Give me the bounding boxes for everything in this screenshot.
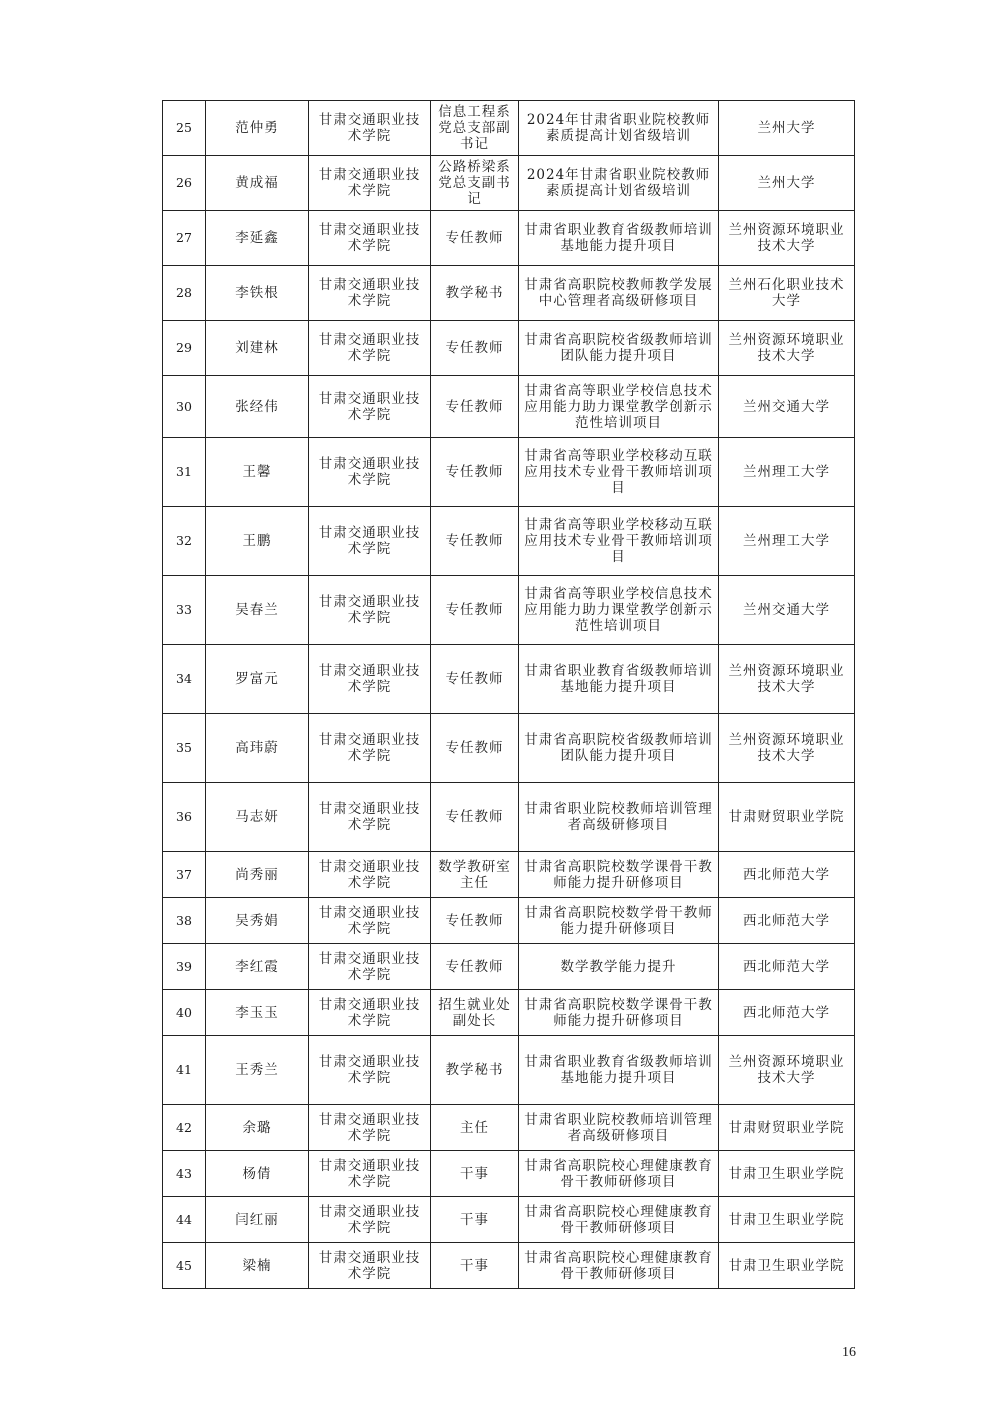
table-row — [163, 266, 855, 321]
table-row — [163, 156, 855, 211]
training-project: 2024年甘肃省职业院校教师素质提高计划省级培训 — [519, 101, 719, 156]
table-row — [163, 1036, 855, 1105]
trainee-name: 吴秀娟 — [206, 898, 309, 944]
row-number: 25 — [163, 101, 206, 156]
job-position: 专任教师 — [431, 211, 519, 266]
host-institution: 兰州理工大学 — [719, 438, 855, 507]
training-project: 甘肃省高等职业学校移动互联应用技术专业骨干教师培训项目 — [519, 507, 719, 576]
row-number: 39 — [163, 944, 206, 990]
job-position: 专任教师 — [431, 376, 519, 438]
work-unit: 甘肃交通职业技术学院 — [309, 645, 431, 714]
work-unit: 甘肃交通职业技术学院 — [309, 1151, 431, 1197]
row-number: 38 — [163, 898, 206, 944]
work-unit: 甘肃交通职业技术学院 — [309, 714, 431, 783]
table-row — [163, 1197, 855, 1243]
host-institution: 甘肃卫生职业学院 — [719, 1151, 855, 1197]
row-number: 27 — [163, 211, 206, 266]
job-position: 招生就业处副处长 — [431, 990, 519, 1036]
work-unit: 甘肃交通职业技术学院 — [309, 1243, 431, 1289]
trainee-name: 张经伟 — [206, 376, 309, 438]
job-position: 专任教师 — [431, 507, 519, 576]
trainee-name: 余璐 — [206, 1105, 309, 1151]
trainee-name: 刘建林 — [206, 321, 309, 376]
table-row — [163, 376, 855, 438]
host-institution: 西北师范大学 — [719, 898, 855, 944]
training-project: 甘肃省高等职业学校信息技术应用能力助力课堂教学创新示范性培训项目 — [519, 576, 719, 645]
job-position: 专任教师 — [431, 321, 519, 376]
table-row — [163, 211, 855, 266]
work-unit: 甘肃交通职业技术学院 — [309, 898, 431, 944]
row-number: 29 — [163, 321, 206, 376]
row-number: 37 — [163, 852, 206, 898]
row-number: 43 — [163, 1151, 206, 1197]
row-number: 32 — [163, 507, 206, 576]
training-project: 甘肃省职业教育省级教师培训基地能力提升项目 — [519, 1036, 719, 1105]
work-unit: 甘肃交通职业技术学院 — [309, 852, 431, 898]
table-row — [163, 321, 855, 376]
job-position: 教学秘书 — [431, 1036, 519, 1105]
work-unit: 甘肃交通职业技术学院 — [309, 101, 431, 156]
trainee-name: 李延鑫 — [206, 211, 309, 266]
job-position: 信息工程系党总支部副书记 — [431, 101, 519, 156]
row-number: 30 — [163, 376, 206, 438]
table-row — [163, 438, 855, 507]
job-position: 专任教师 — [431, 645, 519, 714]
trainee-name: 李铁根 — [206, 266, 309, 321]
job-position: 公路桥梁系党总支副书记 — [431, 156, 519, 211]
host-institution: 兰州资源环境职业技术大学 — [719, 321, 855, 376]
training-project: 甘肃省职业教育省级教师培训基地能力提升项目 — [519, 211, 719, 266]
table-row — [163, 1243, 855, 1289]
job-position: 专任教师 — [431, 944, 519, 990]
job-position: 干事 — [431, 1197, 519, 1243]
trainee-name: 高玮蔚 — [206, 714, 309, 783]
host-institution: 甘肃卫生职业学院 — [719, 1197, 855, 1243]
trainee-name: 李玉玉 — [206, 990, 309, 1036]
work-unit: 甘肃交通职业技术学院 — [309, 783, 431, 852]
training-project: 甘肃省职业院校教师培训管理者高级研修项目 — [519, 1105, 719, 1151]
host-institution: 西北师范大学 — [719, 852, 855, 898]
table-row — [163, 645, 855, 714]
work-unit: 甘肃交通职业技术学院 — [309, 944, 431, 990]
job-position: 专任教师 — [431, 438, 519, 507]
trainee-name: 范仲勇 — [206, 101, 309, 156]
host-institution: 兰州大学 — [719, 101, 855, 156]
trainee-name: 杨倩 — [206, 1151, 309, 1197]
host-institution: 兰州交通大学 — [719, 376, 855, 438]
trainee-name: 王鹏 — [206, 507, 309, 576]
trainee-name: 吴春兰 — [206, 576, 309, 645]
row-number: 42 — [163, 1105, 206, 1151]
page-number: 16 — [842, 1345, 856, 1360]
work-unit: 甘肃交通职业技术学院 — [309, 1105, 431, 1151]
training-project: 甘肃省职业院校教师培训管理者高级研修项目 — [519, 783, 719, 852]
host-institution: 西北师范大学 — [719, 944, 855, 990]
training-roster-table — [162, 100, 855, 1289]
work-unit: 甘肃交通职业技术学院 — [309, 576, 431, 645]
training-project: 2024年甘肃省职业院校教师素质提高计划省级培训 — [519, 156, 719, 211]
work-unit: 甘肃交通职业技术学院 — [309, 1036, 431, 1105]
row-number: 41 — [163, 1036, 206, 1105]
host-institution: 甘肃财贸职业学院 — [719, 1105, 855, 1151]
work-unit: 甘肃交通职业技术学院 — [309, 156, 431, 211]
work-unit: 甘肃交通职业技术学院 — [309, 211, 431, 266]
table-row — [163, 852, 855, 898]
training-project: 甘肃省高等职业学校移动互联应用技术专业骨干教师培训项目 — [519, 438, 719, 507]
host-institution: 兰州理工大学 — [719, 507, 855, 576]
training-project: 甘肃省职业教育省级教师培训基地能力提升项目 — [519, 645, 719, 714]
training-project: 甘肃省高职院校教师教学发展中心管理者高级研修项目 — [519, 266, 719, 321]
trainee-name: 李红霞 — [206, 944, 309, 990]
training-project: 甘肃省高职院校心理健康教育骨干教师研修项目 — [519, 1243, 719, 1289]
host-institution: 兰州石化职业技术大学 — [719, 266, 855, 321]
trainee-name: 闫红丽 — [206, 1197, 309, 1243]
job-position: 数学教研室主任 — [431, 852, 519, 898]
table-row — [163, 783, 855, 852]
trainee-name: 梁楠 — [206, 1243, 309, 1289]
table-row — [163, 944, 855, 990]
training-project: 甘肃省高职院校数学课骨干教师能力提升研修项目 — [519, 990, 719, 1036]
table-row — [163, 101, 855, 156]
job-position: 专任教师 — [431, 898, 519, 944]
row-number: 31 — [163, 438, 206, 507]
training-project: 甘肃省高职院校心理健康教育骨干教师研修项目 — [519, 1151, 719, 1197]
trainee-name: 马志妍 — [206, 783, 309, 852]
row-number: 36 — [163, 783, 206, 852]
host-institution: 甘肃财贸职业学院 — [719, 783, 855, 852]
row-number: 45 — [163, 1243, 206, 1289]
row-number: 34 — [163, 645, 206, 714]
table-row — [163, 1151, 855, 1197]
job-position: 专任教师 — [431, 783, 519, 852]
training-project: 数学教学能力提升 — [519, 944, 719, 990]
row-number: 28 — [163, 266, 206, 321]
row-number: 33 — [163, 576, 206, 645]
job-position: 专任教师 — [431, 576, 519, 645]
work-unit: 甘肃交通职业技术学院 — [309, 376, 431, 438]
table-row — [163, 898, 855, 944]
row-number: 35 — [163, 714, 206, 783]
host-institution: 兰州资源环境职业技术大学 — [719, 211, 855, 266]
work-unit: 甘肃交通职业技术学院 — [309, 321, 431, 376]
work-unit: 甘肃交通职业技术学院 — [309, 266, 431, 321]
roster-body — [163, 101, 855, 1289]
training-project: 甘肃省高职院校省级教师培训团队能力提升项目 — [519, 714, 719, 783]
table-row — [163, 507, 855, 576]
host-institution: 甘肃卫生职业学院 — [719, 1243, 855, 1289]
work-unit: 甘肃交通职业技术学院 — [309, 438, 431, 507]
work-unit: 甘肃交通职业技术学院 — [309, 990, 431, 1036]
trainee-name: 王秀兰 — [206, 1036, 309, 1105]
table-row — [163, 714, 855, 783]
table-row — [163, 1105, 855, 1151]
trainee-name: 尚秀丽 — [206, 852, 309, 898]
trainee-name: 黄成福 — [206, 156, 309, 211]
training-project: 甘肃省高职院校省级教师培训团队能力提升项目 — [519, 321, 719, 376]
host-institution: 兰州资源环境职业技术大学 — [719, 645, 855, 714]
job-position: 主任 — [431, 1105, 519, 1151]
row-number: 40 — [163, 990, 206, 1036]
host-institution: 兰州交通大学 — [719, 576, 855, 645]
training-project: 甘肃省高职院校数学骨干教师能力提升研修项目 — [519, 898, 719, 944]
work-unit: 甘肃交通职业技术学院 — [309, 1197, 431, 1243]
training-project: 甘肃省高职院校数学课骨干教师能力提升研修项目 — [519, 852, 719, 898]
row-number: 44 — [163, 1197, 206, 1243]
trainee-name: 罗富元 — [206, 645, 309, 714]
training-project: 甘肃省高职院校心理健康教育骨干教师研修项目 — [519, 1197, 719, 1243]
host-institution: 西北师范大学 — [719, 990, 855, 1036]
table-row — [163, 990, 855, 1036]
job-position: 教学秘书 — [431, 266, 519, 321]
row-number: 26 — [163, 156, 206, 211]
host-institution: 兰州大学 — [719, 156, 855, 211]
job-position: 干事 — [431, 1243, 519, 1289]
job-position: 专任教师 — [431, 714, 519, 783]
work-unit: 甘肃交通职业技术学院 — [309, 507, 431, 576]
training-project: 甘肃省高等职业学校信息技术应用能力助力课堂教学创新示范性培训项目 — [519, 376, 719, 438]
host-institution: 兰州资源环境职业技术大学 — [719, 1036, 855, 1105]
host-institution: 兰州资源环境职业技术大学 — [719, 714, 855, 783]
table-row — [163, 576, 855, 645]
trainee-name: 王馨 — [206, 438, 309, 507]
job-position: 干事 — [431, 1151, 519, 1197]
